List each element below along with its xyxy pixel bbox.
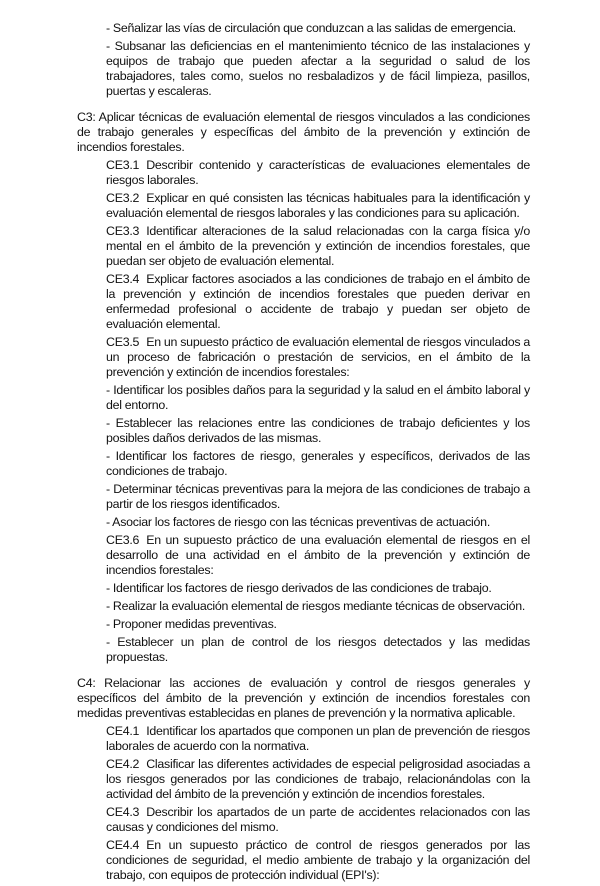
ce36-bullet: - Establecer un plan de control de los riesgos detectados y las medidas propuestas.	[106, 635, 530, 664]
c4-heading: C4: Relacionar las acciones de evaluación y control de riesgos generales y específicos del ámbito de la prevención y extinción de incendios forestales con medidas preventivas establecidas en planes de prevención y la normativa aplicable.	[77, 676, 530, 720]
ce-label: CE3.6	[106, 533, 140, 547]
ce36-bullet: - Identificar los factores de riesgo derivados de las condiciones de trabajo.	[106, 581, 492, 595]
ce-item-4-4	[106, 838, 530, 883]
ce36-bullet: - Proponer medidas preventivas.	[106, 617, 277, 631]
ce-text: En un supuesto práctico de evaluación elemental de riesgos vinculados a un proceso de fabricación o prestación de servicios, en el ámbito de la prevención y extinción de incendios forestales:	[106, 335, 530, 379]
ce-item-3-2	[106, 191, 530, 221]
ce-text: En un supuesto práctico de control de riesgos generados por las condiciones de seguridad, el medio ambiente de trabajo y la organización del trabajo, con equipos de protección individual (EPI's):	[106, 838, 530, 882]
ce35-bullet: - Identificar los factores de riesgo, generales y específicos, derivados de las condiciones de trabajo.	[106, 449, 530, 478]
ce-text: En un supuesto práctico de una evaluación elemental de riesgos en el desarrollo de una actividad en el ámbito de la prevención y extinción de incendios forestales:	[106, 533, 530, 577]
intro-bullet: - Subsanar las deficiencias en el mantenimiento técnico de las instalaciones y equipos de trabajo que pueden afectar a la seguridad o salud de los trabajadores, tales como, suelos no resbaladizos y de fácil limpieza, pasillos, puertas y escaleras.	[106, 39, 530, 98]
ce-item-3-1	[106, 158, 530, 188]
ce35-bullet: - Asociar los factores de riesgo con las técnicas preventivas de actuación.	[106, 515, 491, 529]
ce-item-3-5	[106, 335, 530, 380]
document-page	[77, 21, 530, 886]
ce-text: Clasificar las diferentes actividades de especial peligrosidad asociadas a los riesgos generados por las condiciones de trabajo, relacionándolas con la actividad del ámbito de la prevención y extinción de incendios forestales.	[106, 757, 530, 801]
ce-item-3-6	[106, 533, 530, 578]
ce-text: Describir contenido y características de evaluaciones elementales de riesgos laborales.	[106, 158, 530, 187]
ce-label: CE4.1	[106, 724, 140, 738]
ce-text: Identificar alteraciones de la salud relacionadas con la carga física y/o mental en el ámbito de la prevención y extinción de incendios forestales, que puedan ser objeto de evaluación elemental.	[106, 224, 530, 268]
intro-bullet: - Señalizar las vías de circulación que conduzcan a las salidas de emergencia.	[106, 21, 516, 35]
ce-text: Describir los apartados de un parte de accidentes relacionados con las causas y condiciones del mismo.	[106, 805, 530, 834]
ce-text: Explicar factores asociados a las condiciones de trabajo en el ámbito de la prevención y extinción de incendios forestales que pueden derivar en enfermedad profesional o accidente de trabajo y puedan ser objeto de evaluación elemental.	[106, 272, 530, 331]
ce-item-4-3	[106, 805, 530, 835]
ce-item-4-2	[106, 757, 530, 802]
ce35-bullet: - Determinar técnicas preventivas para la mejora de las condiciones de trabajo a partir de los riesgos identificados.	[106, 482, 530, 511]
ce-label: CE4.3	[106, 805, 140, 819]
ce-text: Identificar los apartados que componen un plan de prevención de riesgos laborales de acuerdo con la normativa.	[106, 724, 530, 753]
ce-label: CE3.4	[106, 272, 140, 286]
ce-label: CE4.4	[106, 838, 140, 852]
ce-item-3-4	[106, 272, 530, 332]
ce-label: CE3.5	[106, 335, 140, 349]
ce-label: CE3.1	[106, 158, 140, 172]
ce35-bullet: - Identificar los posibles daños para la seguridad y la salud en el ámbito laboral y del entorno.	[106, 383, 530, 412]
ce35-bullet: - Establecer las relaciones entre las condiciones de trabajo deficientes y los posibles daños derivados de las mismas.	[106, 416, 530, 445]
ce-item-3-3	[106, 224, 530, 269]
c3-heading: C3: Aplicar técnicas de evaluación elemental de riesgos vinculados a las condiciones de trabajo generales y específicas del ámbito de la prevención y extinción de incendios forestales.	[77, 110, 530, 154]
ce-label: CE4.2	[106, 757, 140, 771]
ce-label: CE3.2	[106, 191, 140, 205]
ce-item-4-1	[106, 724, 530, 754]
ce-text: Explicar en qué consisten las técnicas habituales para la identificación y evaluación elemental de riesgos laborales y las condiciones para su aplicación.	[106, 191, 530, 220]
ce-label: CE3.3	[106, 224, 140, 238]
ce36-bullet: - Realizar la evaluación elemental de riesgos mediante técnicas de observación.	[106, 599, 526, 613]
